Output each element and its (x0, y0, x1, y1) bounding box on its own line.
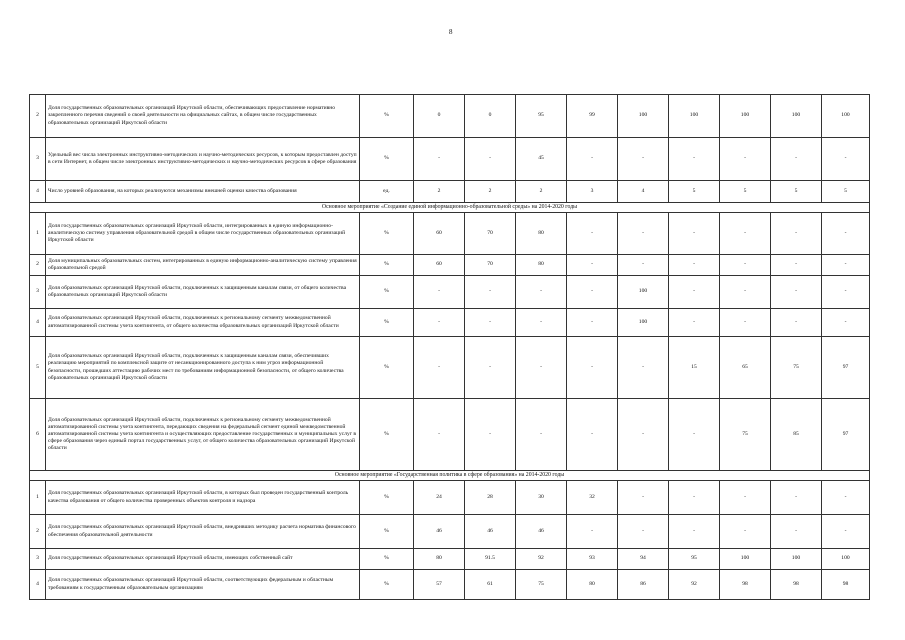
value-cell: 100 (822, 95, 870, 138)
unit-cell: % (360, 399, 414, 471)
value-cell: 0 (465, 95, 516, 138)
value-cell: - (720, 481, 771, 515)
row-number: 3 (30, 549, 46, 570)
value-cell: 70 (465, 213, 516, 255)
value-cell: - (618, 515, 669, 549)
value-cell: - (414, 138, 465, 181)
indicator-description: Доля государственных образовательных организаций Иркутской области, соответствующих федеральным и областным требованиям к государственным образовательным организациям (46, 570, 360, 600)
unit-cell: % (360, 95, 414, 138)
value-cell: 98 (771, 570, 822, 600)
table-row (30, 138, 870, 181)
value-cell: - (720, 213, 771, 255)
value-cell: - (567, 138, 618, 181)
value-cell: 98 (822, 570, 870, 600)
value-cell: - (771, 138, 822, 181)
value-cell: - (771, 213, 822, 255)
value-cell: 2 (516, 181, 567, 203)
table-row (30, 399, 870, 471)
value-cell: 100 (720, 95, 771, 138)
value-cell: 99 (567, 95, 618, 138)
table-row (30, 309, 870, 337)
value-cell: 100 (618, 309, 669, 337)
value-cell: - (771, 276, 822, 309)
value-cell: - (669, 309, 720, 337)
value-cell: - (465, 276, 516, 309)
value-cell: 86 (618, 570, 669, 600)
value-cell: 100 (720, 549, 771, 570)
indicator-description: Доля образовательных организаций Иркутской области, подключенных к региональному сегменту межведомственной автоматизированной системы учета контингента, передающих сведения на федеральный сегмент единой межведомственной автоматизированной системы учета контингента и осуществляющих предоставление государственных и муниципальных услуг в сфере образования через единый портал государственных услуг, от общего количества образовательных организаций Иркутской области (46, 399, 360, 471)
value-cell: 80 (516, 213, 567, 255)
table-row (30, 481, 870, 515)
value-cell: 75 (771, 337, 822, 399)
table-row (30, 213, 870, 255)
row-number: 4 (30, 570, 46, 600)
table-body (30, 95, 870, 600)
page-number: 8 (449, 28, 453, 36)
indicator-description: Доля государственных образовательных организаций Иркутской области, в которых был проведен государственный контроль качества образования от общего количества проверенных объектов контроля и надзора (46, 481, 360, 515)
value-cell: 24 (414, 481, 465, 515)
value-cell: - (414, 337, 465, 399)
value-cell: 46 (516, 515, 567, 549)
value-cell: 5 (822, 181, 870, 203)
value-cell: - (567, 255, 618, 276)
value-cell: - (567, 399, 618, 471)
value-cell: - (618, 481, 669, 515)
value-cell: 100 (618, 276, 669, 309)
row-number: 1 (30, 213, 46, 255)
value-cell: - (822, 276, 870, 309)
row-number: 4 (30, 181, 46, 203)
indicator-description: Доля муниципальных образовательных систем, интегрированных в единую информационно-аналитическую систему управления образовательной средой (46, 255, 360, 276)
unit-cell: % (360, 255, 414, 276)
row-number: 5 (30, 337, 46, 399)
value-cell: - (669, 213, 720, 255)
indicator-description: Доля образовательных организаций Иркутской области, подключенных к защищенным каналам связи, от общего количества образовательных организаций Иркутской области (46, 276, 360, 309)
value-cell: - (771, 515, 822, 549)
value-cell: 70 (465, 255, 516, 276)
value-cell: 5 (669, 181, 720, 203)
value-cell: - (618, 138, 669, 181)
value-cell: 95 (516, 95, 567, 138)
table-row (30, 570, 870, 600)
value-cell: 2 (465, 181, 516, 203)
section-title: Основное мероприятие «Государственная политика в сфере образования» на 2014-2020 годы (30, 471, 870, 481)
unit-cell: % (360, 213, 414, 255)
value-cell: 100 (669, 95, 720, 138)
value-cell: 60 (414, 255, 465, 276)
value-cell: 97 (822, 399, 870, 471)
value-cell: - (465, 138, 516, 181)
indicator-description: Число уровней образования, на которых реализуются механизмы внешней оценки качества образования (46, 181, 360, 203)
value-cell: 4 (618, 181, 669, 203)
value-cell: 94 (618, 549, 669, 570)
row-number: 2 (30, 515, 46, 549)
indicators-table (29, 94, 870, 600)
value-cell: - (516, 309, 567, 337)
indicator-description: Доля государственных образовательных организаций Иркутской области, интегрированных в единую информационно-аналитическую систему управления образовательной средой в общем числе государственных образовательных организаций Иркутской области (46, 213, 360, 255)
section-header-row (30, 471, 870, 481)
value-cell: 80 (516, 255, 567, 276)
value-cell: 92 (669, 570, 720, 600)
value-cell: - (516, 337, 567, 399)
row-number: 3 (30, 276, 46, 309)
value-cell: - (465, 309, 516, 337)
value-cell: 2 (414, 181, 465, 203)
value-cell: 0 (414, 95, 465, 138)
value-cell: - (414, 399, 465, 471)
value-cell: 100 (618, 95, 669, 138)
value-cell: - (414, 276, 465, 309)
table-row (30, 337, 870, 399)
value-cell: 46 (465, 515, 516, 549)
value-cell: - (567, 515, 618, 549)
value-cell: 5 (771, 181, 822, 203)
indicator-description: Удельный вес числа электронных инструктивно-методических и научно-методических ресурсов, к которым предоставлен доступ в сети Интернет, в общем числе электронных инструктивно-методических и научно-методических ресурсов в сфере образования (46, 138, 360, 181)
value-cell: - (516, 399, 567, 471)
indicator-description: Доля государственных образовательных организаций Иркутской области, имеющих собственный сайт (46, 549, 360, 570)
unit-cell: % (360, 549, 414, 570)
value-cell: - (618, 213, 669, 255)
value-cell: 80 (414, 549, 465, 570)
value-cell: 5 (720, 181, 771, 203)
indicator-description: Доля образовательных организаций Иркутской области, подключенных к защищенным каналам связи, обеспечивших реализацию мероприятий по комплексной защите от несанкционированного доступа к ним угроз информационной безопасности, прошедших аттестацию рабочих мест по требованиям информационной безопасности, от общего количества образовательных организаций Иркутской области (46, 337, 360, 399)
row-number: 2 (30, 95, 46, 138)
row-number: 4 (30, 309, 46, 337)
value-cell: 45 (516, 138, 567, 181)
unit-cell: % (360, 515, 414, 549)
value-cell: 93 (567, 549, 618, 570)
value-cell: - (720, 515, 771, 549)
table-row (30, 95, 870, 138)
value-cell: - (822, 138, 870, 181)
value-cell: - (414, 309, 465, 337)
value-cell: - (669, 515, 720, 549)
value-cell: 91.5 (465, 549, 516, 570)
value-cell: - (567, 276, 618, 309)
value-cell: - (669, 255, 720, 276)
value-cell: - (618, 255, 669, 276)
value-cell: 95 (669, 549, 720, 570)
value-cell: - (720, 255, 771, 276)
row-number: 3 (30, 138, 46, 181)
value-cell: - (567, 309, 618, 337)
value-cell: - (618, 399, 669, 471)
table-row (30, 255, 870, 276)
unit-cell: % (360, 309, 414, 337)
value-cell: - (771, 255, 822, 276)
table-row (30, 549, 870, 570)
value-cell: 30 (516, 481, 567, 515)
value-cell: - (567, 337, 618, 399)
value-cell: 32 (567, 481, 618, 515)
value-cell: - (771, 481, 822, 515)
value-cell: - (669, 138, 720, 181)
value-cell: 85 (771, 399, 822, 471)
indicator-description: Доля государственных образовательных организаций Иркутской области, обеспечивающих предоставление нормативно закрепленного перечня сведений о своей деятельности на официальных сайтах, в общем числе государственных образовательных организаций Иркутской области (46, 95, 360, 138)
row-number: 1 (30, 481, 46, 515)
value-cell: - (822, 515, 870, 549)
unit-cell: % (360, 481, 414, 515)
table-row (30, 276, 870, 309)
value-cell: - (669, 276, 720, 309)
unit-cell: % (360, 570, 414, 600)
value-cell: 3 (567, 181, 618, 203)
value-cell: - (618, 337, 669, 399)
value-cell: 98 (720, 570, 771, 600)
value-cell: 100 (771, 549, 822, 570)
value-cell: 80 (567, 570, 618, 600)
section-header-row (30, 203, 870, 213)
section-title: Основное мероприятие «Создание единой информационно-образовательной среды» на 2014-2020 годы (30, 203, 870, 213)
value-cell: 28 (465, 481, 516, 515)
value-cell: - (720, 276, 771, 309)
indicator-description: Доля образовательных организаций Иркутской области, подключенных к региональному сегменту межведомственной автоматизированной системы учета контингента, от общего количества образовательных организаций Иркутской области (46, 309, 360, 337)
value-cell: 15 (669, 337, 720, 399)
table-row (30, 181, 870, 203)
value-cell: - (465, 399, 516, 471)
value-cell: - (669, 399, 720, 471)
value-cell: - (669, 481, 720, 515)
unit-cell: ед. (360, 181, 414, 203)
value-cell: - (516, 276, 567, 309)
value-cell: 75 (720, 399, 771, 471)
value-cell: 97 (822, 337, 870, 399)
value-cell: 100 (771, 95, 822, 138)
row-number: 6 (30, 399, 46, 471)
row-number: 2 (30, 255, 46, 276)
value-cell: - (822, 481, 870, 515)
value-cell: - (465, 337, 516, 399)
value-cell: 75 (516, 570, 567, 600)
value-cell: 100 (822, 549, 870, 570)
value-cell: - (822, 255, 870, 276)
unit-cell: % (360, 276, 414, 309)
value-cell: 92 (516, 549, 567, 570)
value-cell: 57 (414, 570, 465, 600)
value-cell: 46 (414, 515, 465, 549)
value-cell: - (822, 309, 870, 337)
unit-cell: % (360, 138, 414, 181)
value-cell: 61 (465, 570, 516, 600)
value-cell: - (720, 309, 771, 337)
value-cell: - (567, 213, 618, 255)
value-cell: 60 (414, 213, 465, 255)
unit-cell: % (360, 337, 414, 399)
table-row (30, 515, 870, 549)
value-cell: - (771, 309, 822, 337)
value-cell: - (822, 213, 870, 255)
value-cell: - (720, 138, 771, 181)
indicator-description: Доля государственных образовательных организаций Иркутской области, внедривших методику расчета норматива финансового обеспечения образовательной деятельности (46, 515, 360, 549)
value-cell: 65 (720, 337, 771, 399)
